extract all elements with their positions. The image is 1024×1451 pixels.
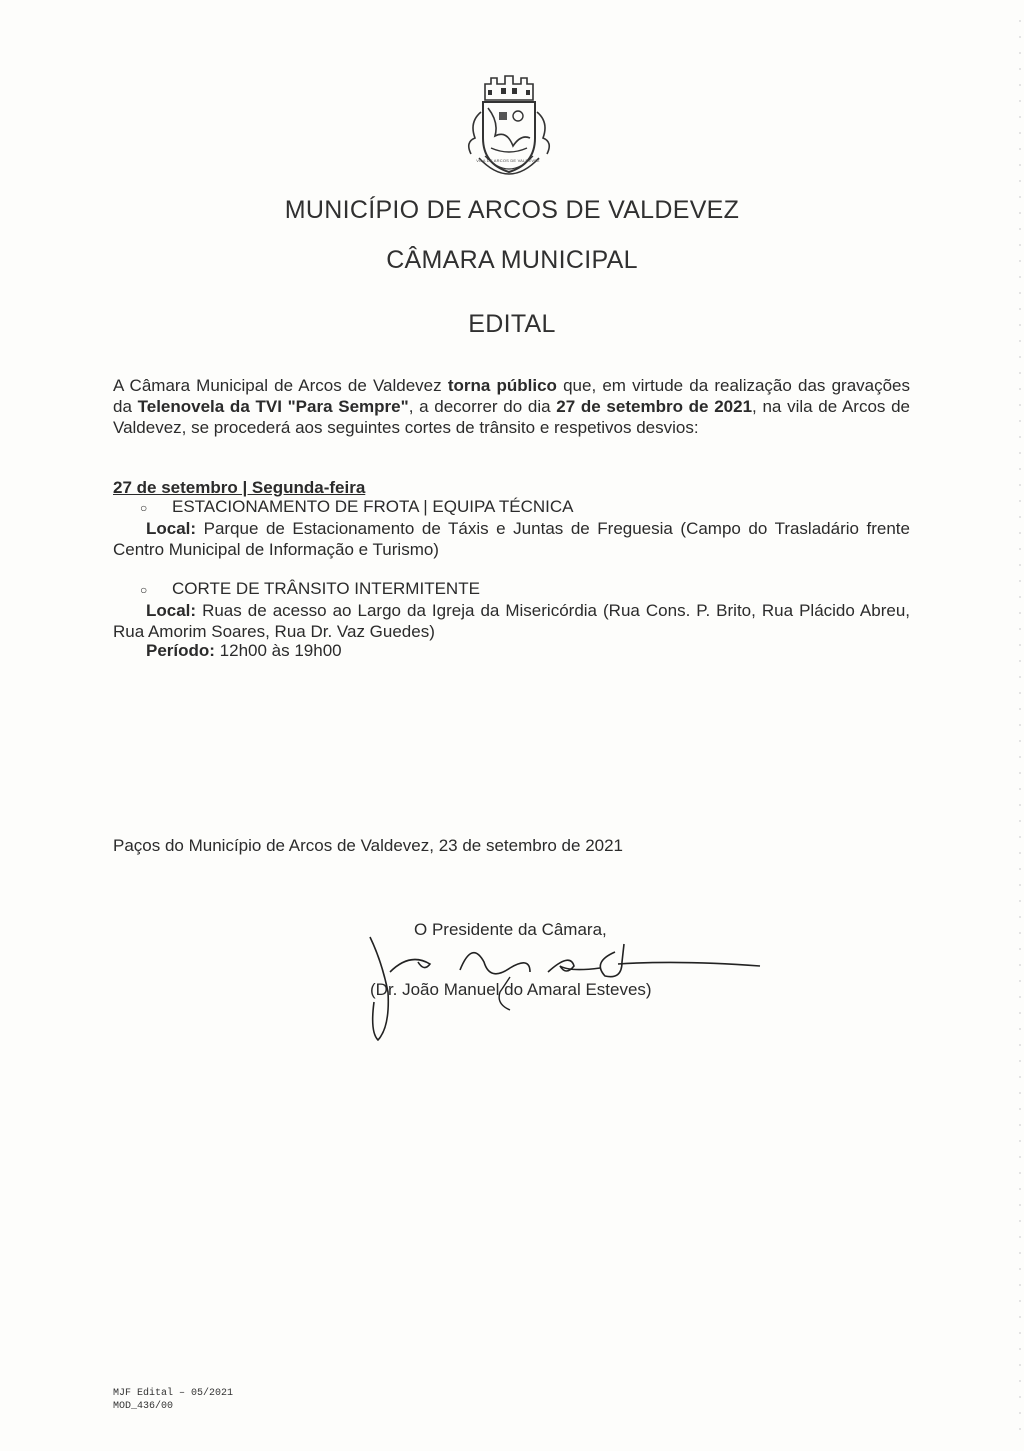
municipal-crest-icon (455, 72, 563, 184)
list-item: ○ CORTE DE TRÂNSITO INTERMITENTE (140, 579, 480, 598)
crest-motto: VILA DE ARCOS DE VALDEVEZ (476, 158, 540, 163)
bullet-icon: ○ (140, 582, 148, 597)
document-type-title: EDITAL (468, 310, 556, 338)
signer-name: (Dr. João Manuel do Amaral Esteves) (370, 980, 652, 999)
footer-reference: MJF Edital – 05/2021 (113, 1388, 234, 1399)
municipality-title: MUNICÍPIO DE ARCOS DE VALDEVEZ (284, 196, 740, 224)
place-date: Paços do Município de Arcos de Valdevez, 23 de setembro de 2021 (113, 836, 624, 855)
signer-title: O Presidente da Câmara, (414, 920, 607, 939)
footer-model: MOD_436/00 (113, 1401, 174, 1412)
schedule-date-heading: 27 de setembro | Segunda-feira (113, 478, 366, 497)
scan-edge-marks (1014, 0, 1024, 1451)
handwritten-signature (360, 932, 770, 1047)
bullet-icon: ○ (140, 500, 148, 515)
chamber-title: CÂMARA MUNICIPAL (386, 246, 638, 274)
intro-paragraph: A Câmara Municipal de Arcos de Valdevez torna público que, em virtude da realização das gravações da Telenovela da TVI "Para Sempre", a decorrer do dia 27 de setembro de 2021, na vila de Arcos de Valdevez, se procederá aos seguintes cortes de trânsito e respetivos desvios: (113, 376, 911, 437)
item-period: Período: 12h00 às 19h00 (146, 641, 342, 660)
list-item: ○ ESTACIONAMENTO DE FROTA | EQUIPA TÉCNICA (140, 497, 574, 516)
item-location: Local: Ruas de acesso ao Largo da Igreja da Misericórdia (Rua Cons. P. Brito, Rua Plácido Abreu, Rua Amorim Soares, Rua Dr. Vaz Guedes) (113, 601, 910, 641)
item-location: Local: Parque de Estacionamento de Táxis e Juntas de Freguesia (Campo do Trasladário frente Centro Municipal de Informação e Turismo) (113, 519, 910, 559)
